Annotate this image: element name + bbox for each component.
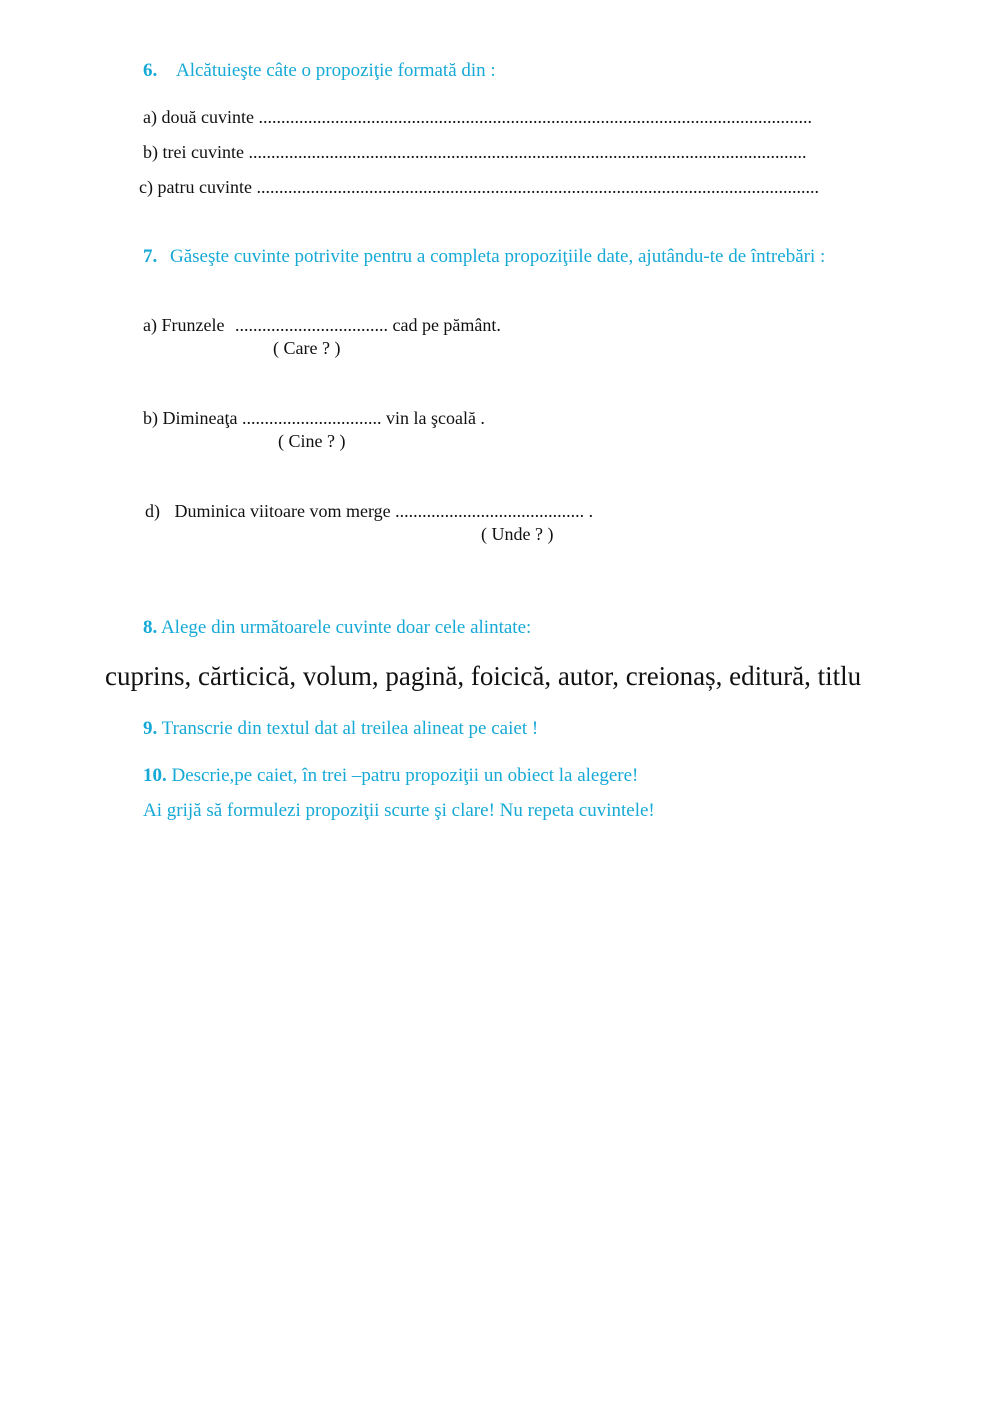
question-6-heading bbox=[143, 60, 496, 82]
q7-item-a-hint: ( Care ? ) bbox=[273, 338, 341, 358]
q7-item-d-before: Duminica viitoare vom merge bbox=[174, 501, 391, 521]
q7-item-a bbox=[143, 315, 501, 336]
question-9-heading bbox=[143, 718, 538, 740]
q7-item-d-blank[interactable]: .......................................... bbox=[395, 501, 585, 521]
question-8-number: 8. bbox=[143, 617, 158, 638]
question-7-prompt: Găseşte cuvinte potrivite pentru a completa propoziţiile date, ajutându-te de întrebări : bbox=[170, 246, 826, 267]
question-10-prompt: Descrie,pe caiet, în trei –patru propoziţii un obiect la alegere! bbox=[171, 765, 639, 786]
q6-item-b-blank[interactable]: ............................................................................................................................ bbox=[248, 142, 807, 162]
q7-item-a-before: a) Frunzele bbox=[143, 315, 225, 335]
q7-item-a-after: cad pe pământ. bbox=[392, 315, 501, 335]
q6-item-c-label: c) patru cuvinte bbox=[139, 177, 252, 197]
q7-item-d-marker: d) bbox=[145, 501, 160, 521]
question-9-number: 9. bbox=[143, 718, 158, 739]
question-10-note: Ai grijă să formulezi propoziţii scurte şi clare! Nu repeta cuvintele! bbox=[143, 800, 655, 821]
question-8-heading bbox=[143, 617, 531, 639]
q6-item-b-label: b) trei cuvinte bbox=[143, 142, 244, 162]
q6-item-a-label: a) două cuvinte bbox=[143, 107, 254, 127]
q6-item-c bbox=[139, 177, 819, 198]
q7-item-b bbox=[143, 408, 485, 429]
q6-item-b bbox=[143, 142, 806, 163]
q7-item-b-blank[interactable]: ............................... bbox=[241, 408, 382, 428]
question-6-prompt: Alcătuieşte câte o propoziţie formată din : bbox=[176, 60, 496, 81]
question-8-prompt: Alege din următoarele cuvinte doar cele alintate: bbox=[160, 617, 532, 638]
q6-item-a-blank[interactable]: ........................................................................................................................... bbox=[258, 107, 812, 127]
q6-item-a bbox=[143, 107, 812, 128]
question-7-number: 7. bbox=[143, 246, 158, 267]
q7-item-d-after: . bbox=[588, 501, 594, 521]
q8-word-list: cuprins, cărticică, volum, pagină, foicică, autor, creionaș, editură, titlu bbox=[105, 661, 862, 691]
q7-item-b-after: vin la şcoală . bbox=[385, 408, 485, 428]
question-10-heading bbox=[143, 765, 638, 787]
question-10-number: 10. bbox=[143, 765, 167, 786]
q7-item-d-hint: ( Unde ? ) bbox=[481, 524, 554, 544]
question-6-number: 6. bbox=[143, 60, 158, 81]
q6-item-c-blank[interactable]: ............................................................................................................................. bbox=[256, 177, 819, 197]
question-9-prompt: Transcrie din textul dat al treilea alineat pe caiet ! bbox=[161, 718, 539, 739]
question-7-heading bbox=[143, 246, 825, 268]
q7-item-b-hint: ( Cine ? ) bbox=[278, 431, 346, 451]
q7-item-a-blank[interactable]: .................................. bbox=[234, 315, 388, 335]
q7-item-b-before: b) Dimineaţa bbox=[143, 408, 238, 428]
q7-item-d bbox=[145, 501, 593, 522]
